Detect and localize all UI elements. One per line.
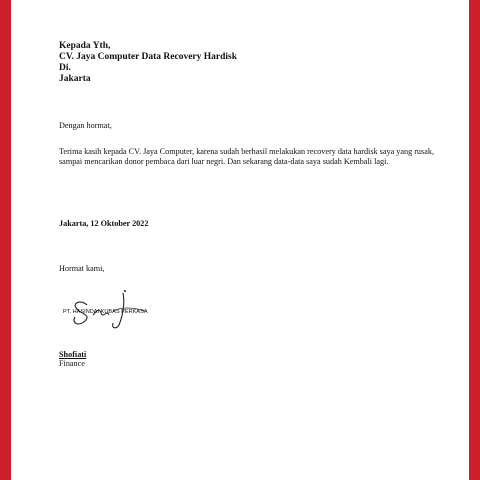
stamp-text: PT. HASINDAI KUBAS PERKASA	[63, 309, 148, 315]
letter-page	[11, 0, 469, 480]
left-border-bar	[0, 0, 11, 480]
recipient-di: Di.	[59, 63, 71, 73]
signature-stamp	[63, 285, 163, 333]
recipient-city: Jakarta	[59, 74, 91, 84]
salutation: Dengan hormat,	[59, 121, 112, 130]
closing: Hormat kami,	[59, 264, 105, 273]
signature-dot	[124, 290, 126, 292]
recipient-greeting: Kepada Yth,	[59, 41, 111, 51]
signer-title: Finance	[59, 359, 85, 368]
signer-name: Shofiati	[59, 350, 87, 359]
right-border-bar	[469, 0, 480, 480]
recipient-company: CV. Jaya Computer Data Recovery Hardisk	[59, 52, 238, 62]
place-date: Jakarta, 12 Oktober 2022	[59, 219, 149, 228]
letter-body: Terima kasih kepada CV. Jaya Computer, karena sudah berhasil melakukan recovery data hardisk saya yang rusak, sampai mencarikan donor pembaca dari luar negri. Dan sekarang data-data saya sudah Kembali lagi.	[59, 147, 434, 166]
